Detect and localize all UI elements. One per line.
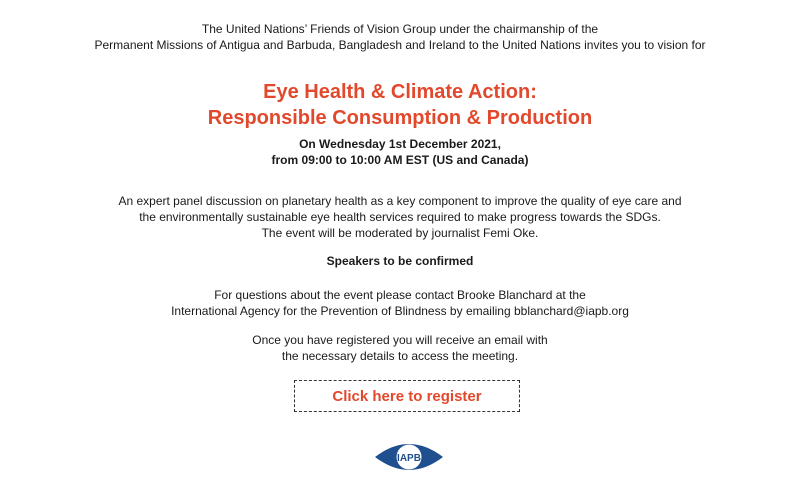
description-line-3: The event will be moderated by journalist Femi Oke. xyxy=(261,226,539,240)
event-title xyxy=(0,79,800,131)
register-button[interactable] xyxy=(294,380,520,412)
intro-text xyxy=(0,21,800,53)
registration-info xyxy=(0,332,800,364)
intro-line-1: The United Nations’ Friends of Vision Group under the chairmanship of the xyxy=(201,22,599,36)
event-title-line-1: Eye Health & Climate Action: xyxy=(263,81,537,103)
event-time: from 09:00 to 10:00 AM EST (US and Canada) xyxy=(271,153,529,167)
intro-line-2: Permanent Missions of Antigua and Barbuda, Bangladesh and Ireland to the United Nations invites you to vision for xyxy=(94,38,706,52)
contact-line-1: For questions about the event please contact Brooke Blanchard at the xyxy=(214,288,586,302)
registration-line-1: Once you have registered you will receive an email with xyxy=(252,333,548,347)
register-button-label: Click here to register xyxy=(332,387,482,405)
registration-line-2: the necessary details to access the meeting. xyxy=(281,349,519,363)
event-date: On Wednesday 1st December 2021, xyxy=(299,137,501,151)
speakers-note: Speakers to be confirmed xyxy=(326,254,474,268)
event-title-line-2: Responsible Consumption & Production xyxy=(207,107,593,129)
description-line-2: the environmentally sustainable eye health services required to make progress towards the SDGs. xyxy=(139,210,661,224)
contact-info xyxy=(0,287,800,319)
contact-line-2: International Agency for the Prevention of Blindness by emailing bblanchard@iapb.org xyxy=(171,304,629,318)
logo-text: IAPB xyxy=(397,453,421,464)
description-line-1: An expert panel discussion on planetary health as a key component to improve the quality of eye care and xyxy=(118,194,682,208)
event-description xyxy=(0,193,800,241)
event-datetime xyxy=(0,136,800,168)
iapb-logo xyxy=(373,437,445,477)
